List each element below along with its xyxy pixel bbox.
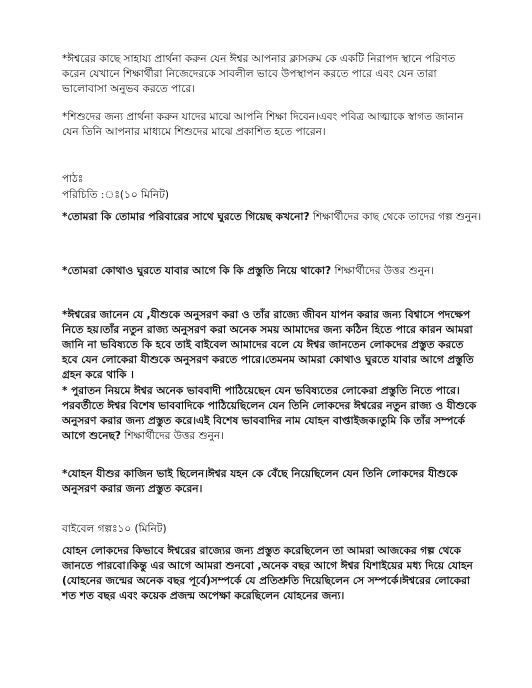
question-preparation-instruction: শিক্ষার্থীদের উত্তর শুনুন। <box>331 265 434 277</box>
intro-heading: পরিচিতি :ঃ(১০ মিনিট) <box>62 189 169 201</box>
prayer-classroom-paragraph: *ঈশ্বরের কাছে সাহায্য প্রার্থনা করুন যেন ঈশ্বর আপনার ক্লাসরুম কে একটি নিরাপদ স্থানে পরিণত করেন যেখানে শিক্ষার্থীরা নিজেদেরকে সাবলীল ভাবে উপস্থাপন করতে পারে এবং যেন তারা ভালোবাসা অনুভব করতে পারে। <box>62 53 456 95</box>
lesson-heading: পাঠঃ <box>62 173 84 185</box>
question-preparation-text: *তোমরা কোথাও ঘুরতে যাবার আগে কি কি প্রস্তুতি নিয়ে থাকো? <box>62 265 332 277</box>
question-family-trip-instruction: শিক্ষার্থীদের কাছ থেকে তাদের গল্প শুনুন। <box>309 211 482 223</box>
question-family-trip-text: *তোমরা কি তোমার পরিবারের সাথে ঘুরতে গিয়েছ কখনো? <box>62 211 310 223</box>
bible-story-heading: বাইবেল গল্পঃ১০ (মিনিট) <box>62 523 167 535</box>
john-cousin-paragraph: *যোহন যীশুর কাজিন ভাই ছিলেন।ঈশ্বর যহন কে বেঁছে নিয়েছিলেন যেন তিনি লোকদের যীশুকে অনুসরণ করার জন্য প্রস্তুত করেন। <box>62 468 458 495</box>
old-testament-instruction: শিক্ষার্থীদের উত্তর শুনুন। <box>120 430 224 442</box>
old-testament-paragraph <box>62 384 482 444</box>
old-testament-text: * পুরাতন নিয়মে ঈশ্বর অনেক ভাববাদী পাঠিয়েছেন যেন ভবিষ্যতের লোকেরা প্রস্তুতি নিতে পারে।পরবর্তীতে ঈশ্বর বিশেষ ভাববাদিকে পাঠিয়েছিলেন যেন তিনি লোকদের ঈশ্বরের নতুন রাজ্য ও যীশুকে অনুসরণ করার জন্য প্রস্তুত করে।এই বিশেষ ভাববাদির নাম যোহন বাপ্তাইজক।তুমি কি তাঁর সম্পর্কে আগে শুনেছ? <box>62 385 477 442</box>
question-preparation <box>62 264 482 279</box>
god-knows-paragraph: *ঈশ্বরের জানেন যে ,যীশুকে অনুসরণ করা ও তাঁর রাজ্যে জীবন যাপন করার জন্য বিশ্বাসে পদক্ষেপ নিতে হয়।তাঁর নতুন রাজ্য অনুসরণ করা অনেক সময় আমাদের জন্য কঠিন হিতে পারে কারন আমরা জানি না ভবিষ্যতে কি হবে তাই বাইবেল আমাদের বলে যে ঈশ্বর জানতেন লোকদের প্রস্তুত করতে হবে যেন লোকেরা যীশুকে অনুসরণ করতে পারে।তেমনম আমরা কোথাও ঘুরতে যাবার আগে প্রস্তুতি গ্রহন করে থাকি । <box>62 309 474 381</box>
question-family-trip <box>62 210 482 225</box>
bible-story-paragraph: যোহন লোকদের কিভাবে ঈশ্বরের রাজ্যের জন্য প্রস্তুত করেছিলেন তা আমরা আজকের গল্প থেকে জানতে পারবো।কিন্তু এর আগে আমরা শুনবো ,অনেক বছর আগে ঈশ্বর যিশাইয়ের মধ্য দিয়ে যোহন (যোহনের জন্মের অনেক বছর পূর্বে)সম্পর্কে যে প্রতিশ্রুতি দিয়েছিলেন সে সম্পর্কে।ঈশ্বরের লোকেরা শত শত বছর এবং কয়েক প্রজন্ম অপেক্ষা করেছিলেন যোহনের জন্য। <box>62 545 473 602</box>
prayer-children-paragraph: *শিশুদের জন্য প্রার্থনা করুন যাদের মাঝে আপনি শিক্ষা দিবেন।এবং পবিত্র আত্মাকে স্বাগত জানান যেন তিনি আপনার মাধ্যমে শিশুদের মাঝে প্রকাশিত হতে পারেন। <box>62 111 464 138</box>
